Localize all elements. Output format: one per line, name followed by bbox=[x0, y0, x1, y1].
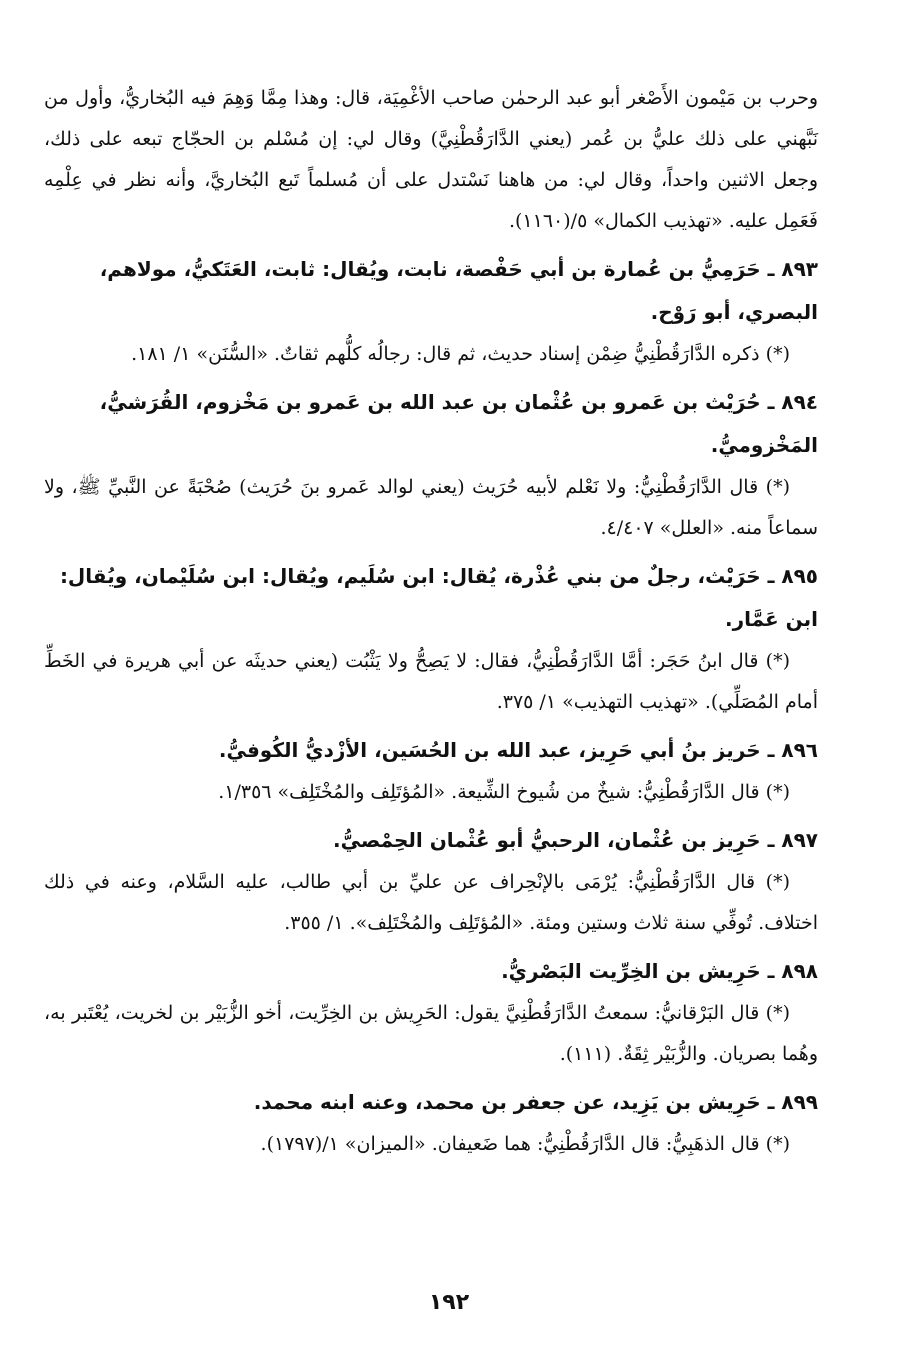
entry-body: (*) قال الدَّارَقُطْنِيُّ: ولا نَعْلم لأبيه حُرَيث (يعني لوالد عَمرو بنَ حُرَيث) صُحْبَةً عن النَّبيِّ ﷺ، ولا سماعاً منه. «العلل» ٤/٤٠٧. bbox=[44, 476, 818, 539]
entry-899 bbox=[44, 1081, 818, 1165]
entry-893 bbox=[44, 248, 818, 375]
page-body bbox=[44, 78, 818, 1165]
entry-heading: ٨٩٦ ـ حَريز بنُ أبي حَرِيز، عبد الله بن الحُسَين، الأزْديُّ الكُوفيُّ. bbox=[218, 738, 818, 762]
entry-heading: ٨٩٤ ـ حُرَيْث بن عَمرو بن عُثْمان بن عبد الله بن عَمرو بن مَخْزوم، القُرَشيُّ، المَخْزوميُّ. bbox=[99, 390, 818, 457]
entry-897 bbox=[44, 819, 818, 944]
entry-body: (*) قال الدَّارَقُطْنِيُّ: شيخٌ من شُيوخ الشِّيعة. «المُؤتَلِف والمُخْتَلِف» ١/٣٥٦. bbox=[218, 781, 790, 803]
entry-body: (*) قال البَرْقانيُّ: سمعتُ الدَّارَقُطْنِيَّ يقول: الحَرِيش بن الخِرِّيت، أخو الزُّبَيْر بن لخريت، يُعْتَبر به، وهُما بصريان. والزُّبَيْر ثِقَةٌ. (١١١). bbox=[44, 1002, 818, 1065]
entry-body: (*) قال الدَّارَقُطْنِيُّ: يُرْمَى بالإنْحِراف عن عليِّ بن أبي طالب، عليه السَّلام، وعنه في ذلك اختلاف. تُوفِّي سنة ثلاث وستين ومئة. «المُؤتَلِف والمُخْتَلِف». ١/ ٣٥٥. bbox=[44, 871, 818, 934]
entry-body: (*) قال الذهَبِيُّ: قال الدَّارَقُطْنِيُّ: هما ضَعيفان. «الميزان» ١/(١٧٩٧). bbox=[260, 1133, 790, 1155]
entry-body: (*) ذكره الدَّارَقُطْنِيُّ ضِمْن إسناد حديث، ثم قال: رجالُه كلُّهم ثقاتٌ. «السُّنَن» ١/ ١٨١. bbox=[131, 343, 790, 365]
entry-895 bbox=[44, 555, 818, 723]
page-number: ١٩٢ bbox=[428, 1290, 470, 1315]
entry-heading: ٨٩٥ ـ حَرَيْث، رجلٌ من بني عُذْرة، يُقال: ابن سُلَيم، ويُقال: ابن سُلَيْمان، ويُقال: ابن عَمَّار. bbox=[59, 564, 818, 631]
entry-heading: ٨٩٣ ـ حَرَمِيُّ بن عُمارة بن أبي حَفْصة، نابت، ويُقال: ثابت، العَتَكيُّ، مولاهم، البصري، أبو رَوْح. bbox=[99, 257, 818, 324]
entry-body: (*) قال ابنُ حَجَر: أمَّا الدَّارَقُطْنِيُّ، فقال: لا يَصِحُّ ولا يَثْبُت (يعني حديثَه عن أبي هريرة في الخَطِّ أمام المُصَلِّي). «تهذيب التهذيب» ١/ ٣٧٥. bbox=[44, 650, 818, 713]
entry-heading: ٨٩٨ ـ حَرِيش بن الخِرِّيت البَصْريُّ. bbox=[501, 959, 818, 983]
entry-heading: ٨٩٩ ـ حَرِيش بن يَزِيد، عن جعفر بن محمد، وعنه ابنه محمد. bbox=[253, 1090, 818, 1114]
entry-heading: ٨٩٧ ـ حَرِيز بن عُثْمان، الرحبيُّ أبو عُثْمان الحِمْصيُّ. bbox=[333, 828, 818, 852]
entry-898 bbox=[44, 950, 818, 1075]
entry-894 bbox=[44, 381, 818, 549]
entry-896 bbox=[44, 729, 818, 813]
intro-paragraph: وحرب بن مَيْمون الأَصْغر أبو عبد الرحمٰن صاحب الأغْمِيَة، قال: وهذا مِمَّا وَهِمَ فيه البُخاريُّ، وأول من نَبَّهني على ذلك عليُّ بن عُمر (يعني الدَّارَقُطْنِيَّ) وقال لي: إن مُسْلم بن الحجّاج تبعه على ذلك، وجعل الاثنين واحداً، وقال لي: من هاهنا نَسْتدل على أن مُسلماً تَبع البُخاريَّ، وأنه نظر في عِلْمِه فَعَمِل عليه. «تهذيب الكمال» ٥/(١١٦٠). bbox=[44, 87, 818, 232]
